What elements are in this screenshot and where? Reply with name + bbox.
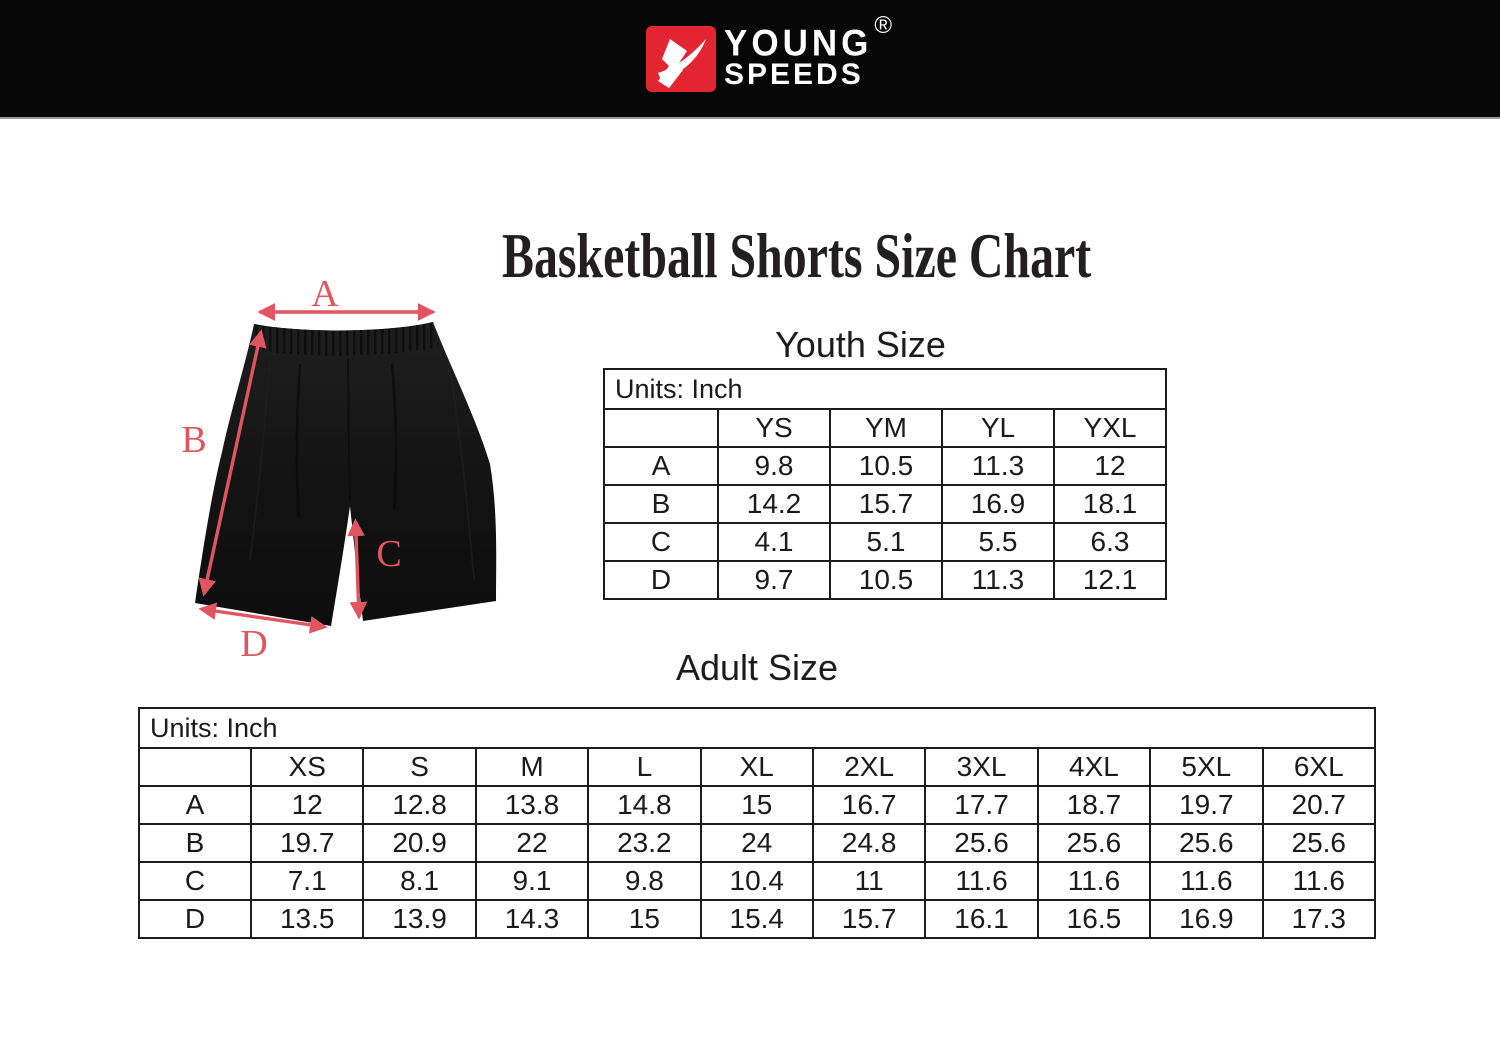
adult-size-heading: Adult Size — [675, 647, 839, 688]
table-cell: 15 — [701, 786, 813, 824]
row-label: C — [139, 862, 251, 900]
column-header: XS — [251, 748, 363, 786]
header-row — [604, 409, 1166, 447]
table-row — [604, 523, 1166, 561]
brand-logo-icon — [646, 26, 716, 92]
table-cell: 6.3 — [1054, 523, 1166, 561]
column-header: L — [588, 748, 700, 786]
table-cell: 18.1 — [1054, 485, 1166, 523]
table-cell: 11.6 — [1263, 862, 1375, 900]
table-row — [604, 485, 1166, 523]
column-header: 4XL — [1038, 748, 1150, 786]
table-cell: 25.6 — [1263, 824, 1375, 862]
column-header: YL — [942, 409, 1054, 447]
column-header: YM — [830, 409, 942, 447]
corner-cell — [604, 409, 718, 447]
shorts-measurement-diagram — [150, 260, 550, 660]
table-cell: 11.3 — [942, 561, 1054, 599]
row-label: A — [139, 786, 251, 824]
table-cell: 13.9 — [363, 900, 475, 938]
table-row — [139, 900, 1375, 938]
table-cell: 14.2 — [718, 485, 830, 523]
table-cell: 20.7 — [1263, 786, 1375, 824]
column-header: 6XL — [1263, 748, 1375, 786]
table-cell: 12 — [251, 786, 363, 824]
registered-trademark-icon: ® — [874, 12, 893, 39]
table-cell: 16.9 — [942, 485, 1054, 523]
table-cell: 12 — [1054, 447, 1166, 485]
brand-header — [0, 0, 1500, 119]
table-cell: 17.7 — [925, 786, 1037, 824]
table-cell: 12.8 — [363, 786, 475, 824]
table-row — [139, 824, 1375, 862]
table-cell: 16.9 — [1150, 900, 1262, 938]
table-row — [604, 561, 1166, 599]
adult-size-table — [138, 707, 1376, 939]
table-cell: 5.5 — [942, 523, 1054, 561]
table-cell: 9.8 — [718, 447, 830, 485]
table-cell: 9.7 — [718, 561, 830, 599]
brand-logo-text — [724, 22, 873, 91]
shorts-silhouette — [195, 322, 496, 626]
table-cell: 11.3 — [942, 447, 1054, 485]
row-label: B — [604, 485, 718, 523]
table-cell: 14.8 — [588, 786, 700, 824]
column-header: XL — [701, 748, 813, 786]
table-cell: 15.7 — [830, 485, 942, 523]
table-cell: 19.7 — [1150, 786, 1262, 824]
table-cell: 18.7 — [1038, 786, 1150, 824]
table-cell: 20.9 — [363, 824, 475, 862]
table-cell: 12.1 — [1054, 561, 1166, 599]
column-header: 2XL — [813, 748, 925, 786]
table-cell: 23.2 — [588, 824, 700, 862]
table-cell: 10.5 — [830, 561, 942, 599]
table-row — [604, 447, 1166, 485]
column-header: 5XL — [1150, 748, 1262, 786]
table-cell: 7.1 — [251, 862, 363, 900]
row-label: D — [139, 900, 251, 938]
table-cell: 4.1 — [718, 523, 830, 561]
table-cell: 11.6 — [925, 862, 1037, 900]
label-A: A — [311, 273, 339, 315]
column-header: YXL — [1054, 409, 1166, 447]
corner-cell — [139, 748, 251, 786]
youth-size-table — [603, 368, 1167, 600]
table-cell: 16.7 — [813, 786, 925, 824]
table-cell: 24.8 — [813, 824, 925, 862]
row-label: A — [604, 447, 718, 485]
label-C: C — [376, 533, 402, 575]
youth-size-heading: Youth Size — [775, 324, 946, 365]
table-cell: 16.1 — [925, 900, 1037, 938]
table-cell: 19.7 — [251, 824, 363, 862]
label-D: D — [240, 623, 268, 660]
shorts-waistband — [254, 322, 438, 356]
brand-name-line1: YOUNG — [724, 22, 873, 64]
table-cell: 10.5 — [830, 447, 942, 485]
table-cell: 24 — [701, 824, 813, 862]
table-cell: 25.6 — [925, 824, 1037, 862]
table-cell: 13.8 — [476, 786, 588, 824]
table-cell: 13.5 — [251, 900, 363, 938]
table-cell: 22 — [476, 824, 588, 862]
table-cell: 11.6 — [1150, 862, 1262, 900]
column-header: 3XL — [925, 748, 1037, 786]
units-cell: Units: Inch — [604, 369, 1166, 409]
table-cell: 25.6 — [1150, 824, 1262, 862]
units-cell: Units: Inch — [139, 708, 1375, 748]
header-row — [139, 748, 1375, 786]
row-label: C — [604, 523, 718, 561]
table-cell: 15 — [588, 900, 700, 938]
table-cell: 11.6 — [1038, 862, 1150, 900]
table-cell: 15.4 — [701, 900, 813, 938]
units-row — [139, 708, 1375, 748]
table-cell: 15.7 — [813, 900, 925, 938]
table-cell: 9.1 — [476, 862, 588, 900]
table-cell: 5.1 — [830, 523, 942, 561]
table-cell: 16.5 — [1038, 900, 1150, 938]
table-cell: 9.8 — [588, 862, 700, 900]
row-label: B — [139, 824, 251, 862]
table-cell: 10.4 — [701, 862, 813, 900]
table-cell: 17.3 — [1263, 900, 1375, 938]
column-header: S — [363, 748, 475, 786]
table-row — [139, 786, 1375, 824]
row-label: D — [604, 561, 718, 599]
table-cell: 25.6 — [1038, 824, 1150, 862]
table-cell: 14.3 — [476, 900, 588, 938]
units-row — [604, 369, 1166, 409]
column-header: M — [476, 748, 588, 786]
table-row — [139, 862, 1375, 900]
column-header: YS — [718, 409, 830, 447]
table-cell: 11 — [813, 862, 925, 900]
page-title: Basketball Shorts Size Chart — [502, 221, 1092, 292]
table-cell: 8.1 — [363, 862, 475, 900]
label-B: B — [181, 419, 207, 461]
brand-logo — [646, 12, 893, 92]
brand-name-line2: SPEEDS — [724, 58, 864, 91]
